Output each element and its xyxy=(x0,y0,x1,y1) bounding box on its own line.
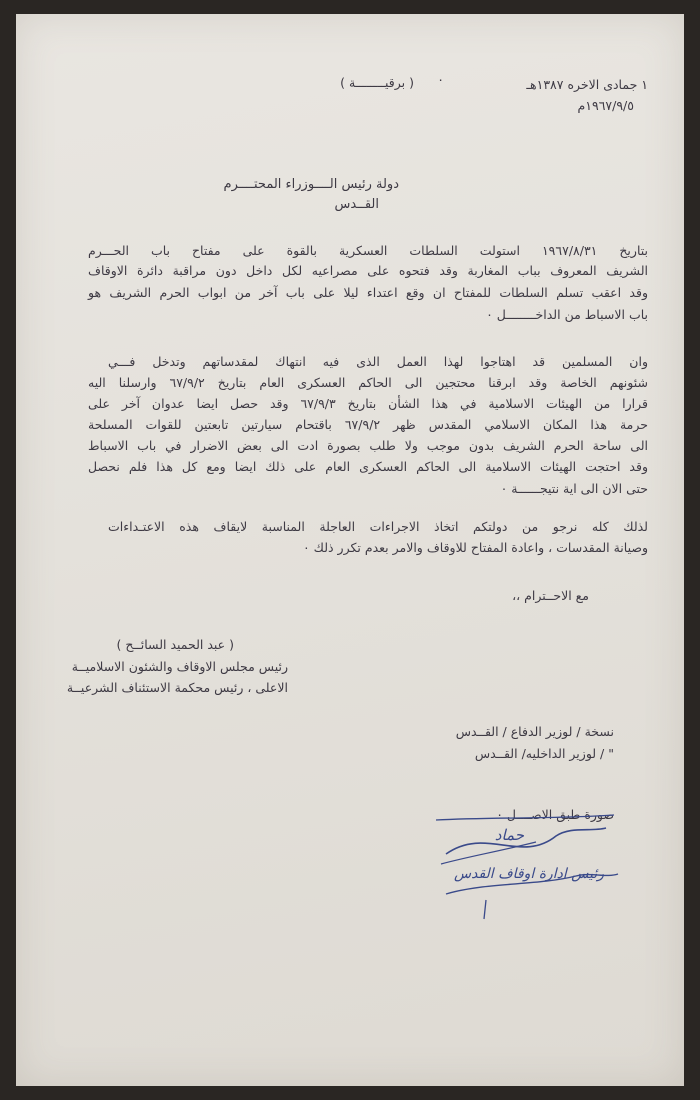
body-p3-line-2: وصيانة المقدسات ، واعادة المفتاح للاوقاف والامر بعدم تكرر ذلك ٠ xyxy=(302,540,648,555)
body-p1-line-3: وقد اعقب تسلم السلطات للمفتاح ان وقع اعتداء ليلا على باب آخر من ابواب الحرم الشريف هو xyxy=(88,285,648,300)
addressee-title: دولة رئيس الــــوزراء المحتــــرم xyxy=(223,177,399,192)
body-p2-line-4: حرمة هذا المكان الاسلامي المقدس ظهر ٦٧/٩/٢ باقتحام سيارتين تابعتين للقوات المسلحة xyxy=(88,417,648,432)
body-p1-line-2: الشريف المعروف بباب المغاربة وقد فتحوه على مصراعيه لكل داخل دون مراقبة دائرة الاوقاف xyxy=(88,263,648,278)
signature-name: حماد xyxy=(494,826,524,844)
body-p1-line-4: باب الاسباط من الداخــــــــل ٠ xyxy=(486,307,648,322)
letter-page xyxy=(16,14,684,1086)
handwritten-signature xyxy=(16,14,684,1086)
certification-label: صورة طبق الاصــــل ٠ xyxy=(496,807,614,822)
copy-line-1: نسخة / لوزير الدفاع / القــدس xyxy=(455,724,614,739)
body-p2-line-1: وان المسلمين قد اهتاجوا لهذا العمل الذى فيه انتهاك لمقدساتهم وتدخل فـــي xyxy=(108,354,648,369)
sender-title-1: رئيس مجلس الاوقاف والشئون الاسلاميــة xyxy=(71,659,288,674)
header-ref-label: ( برقيــــــــة ) xyxy=(340,75,414,90)
addressee-city: القــدس xyxy=(334,197,379,212)
header-date-hijri: ١ جمادى الاخره ١٣٨٧هـ xyxy=(526,77,648,92)
body-p2-line-7: حتى الان الى اية نتيجــــــة ٠ xyxy=(500,481,648,496)
sender-title-2: الاعلى ، رئيس محكمة الاستئناف الشرعيــة xyxy=(66,680,288,695)
signature-stamp-text: رئيس ادارة اوقاف القدس xyxy=(454,866,604,882)
header-ref-mark: ٠ xyxy=(437,72,444,87)
body-p3-line-1: لذلك كله نرجو من دولتكم اتخاذ الاجراءات العاجلة المناسبة لايقاف هذه الاعتـداءات xyxy=(108,519,648,534)
closing-text: مع الاحــترام ،، xyxy=(512,588,589,603)
body-p2-line-6: وقد احتجت الهيئات الاسلامية الى الحاكم العسكرى العام على ذلك ايضا ومع كل هذا فلم نحصل xyxy=(88,459,648,474)
body-p1-line-1: بتاريخ ١٩٦٧/٨/٣١ استولت السلطات العسكرية بالقوة على مفتاح باب الحـــرم xyxy=(88,243,648,258)
sender-name: ( عبد الحميد السائــح ) xyxy=(116,637,234,652)
header-date-gregorian: ١٩٦٧/٩/٥م xyxy=(577,98,634,113)
body-p2-line-3: قرارا من الهيئات الاسلامية في هذا الشأن بتاريخ ٦٧/٩/٣ وقد حصل ايضا عدوان آخر على xyxy=(88,396,648,411)
copy-line-2: " / لوزير الداخليه/ القــدس xyxy=(474,746,614,761)
body-p2-line-2: شئونهم الخاصة وقد ابرقنا محتجين الى الحاكم العسكرى العام بتاريخ ٦٧/٩/٢ وارسلنا اليه xyxy=(88,375,648,390)
body-p2-line-5: الى ساحة الحرم الشريف بدون موجب ولا طلب بصورة ادت الى بعض الاضرار في باب الاسباط xyxy=(88,438,648,453)
